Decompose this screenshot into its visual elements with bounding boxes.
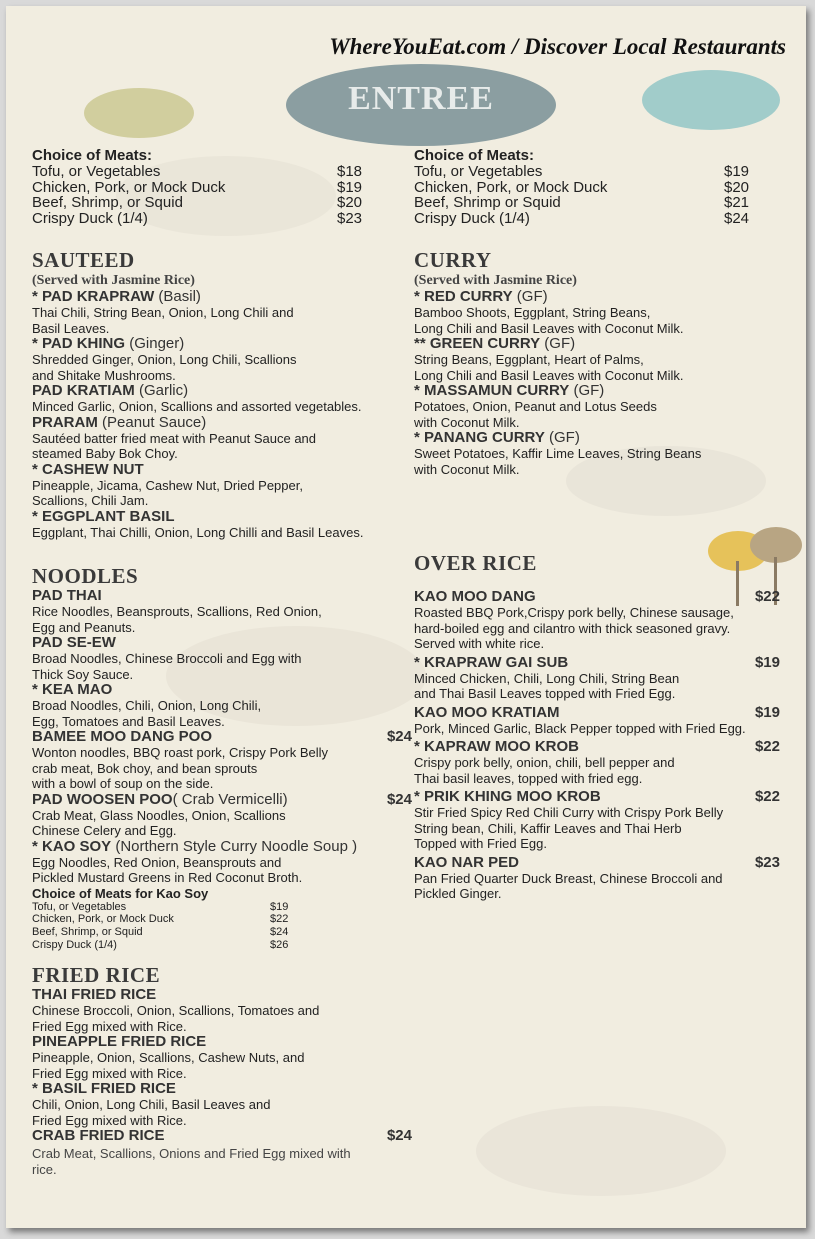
item-name: * MASSAMUN CURRY: [414, 382, 570, 399]
item-name: CRAB FRIED RICE: [32, 1127, 165, 1145]
section-title-over-rice: OVER RICE: [414, 551, 537, 575]
item-name: * BASIL FRIED RICE: [32, 1080, 176, 1098]
item-desc-line: Minced Chicken, Chili, Long Chili, String Bean: [414, 670, 680, 686]
item-sub: (GF): [512, 288, 548, 305]
meat-row: [414, 164, 764, 180]
menu-item: [32, 1034, 412, 1081]
item-name: * CASHEW NUT: [32, 460, 144, 478]
menu-item: [32, 792, 412, 839]
meat-name: Tofu, or Vegetables: [414, 163, 543, 180]
meat-price: $21: [724, 194, 750, 211]
item-price: $19: [754, 703, 780, 721]
item-desc-line: and Thai Basil Leaves topped with Fried Egg.: [414, 686, 676, 701]
meat-price: $19: [337, 178, 363, 196]
cloud-faint-4: [476, 1106, 726, 1196]
item-name: * PAD KRAPRAW: [32, 288, 155, 305]
meat-price: $19: [724, 163, 750, 180]
item-desc-line: Wonton noodles, BBQ roast pork, Crispy Pork Belly: [32, 745, 328, 760]
menu-item: [414, 855, 799, 902]
meat-row: [32, 901, 412, 914]
menu-item: [414, 289, 799, 336]
item-name: BAMEE MOO DANG POO: [32, 728, 213, 745]
item-price: $22: [754, 738, 780, 755]
kao-soy-meats: [32, 886, 412, 952]
meat-row: [32, 164, 377, 180]
meat-row: [414, 195, 764, 211]
item-desc-line: with Coconut Milk.: [414, 414, 520, 430]
menu-item: [414, 789, 799, 852]
item-desc-line: Chinese Broccoli, Onion, Scallions, Tomatoes and: [32, 1003, 320, 1019]
item-desc-line: Long Chili and Basil Leaves with Coconut Milk.: [414, 320, 684, 336]
menu-item: [32, 729, 412, 792]
item-desc-line: Crab Meat, Scallions, Onions and Fried Egg mixed with: [32, 1146, 351, 1162]
item-desc-line: Eggplant, Thai Chilli, Onion, Long Chilli and Basil Leaves.: [32, 524, 364, 540]
meat-row: [32, 926, 412, 939]
item-desc-line: rice.: [32, 1161, 57, 1177]
section-title-fried-rice: FRIED RICE: [32, 963, 161, 988]
item-price: $24: [386, 1127, 412, 1145]
item-desc-line: Pineapple, Onion, Scallions, Cashew Nuts, and: [32, 1050, 305, 1066]
item-desc-line: Sautéed batter fried meat with Peanut Sauce and: [32, 430, 317, 446]
item-desc-line: Chinese Celery and Egg.: [32, 823, 177, 838]
item-desc-line: Rice Noodles, Beansprouts, Scallions, Red Onion,: [32, 604, 322, 619]
item-name: PAD THAI: [32, 587, 102, 604]
item-name: * KRAPRAW GAI SUB: [414, 653, 569, 671]
item-desc-line: Thick Soy Sauce.: [32, 666, 134, 682]
meat-price: $20: [337, 194, 363, 211]
item-sub: ( Crab Vermicelli): [172, 790, 288, 808]
item-price: $22: [754, 588, 780, 605]
cloud-decoration-right: [642, 70, 780, 130]
item-price: $24: [386, 728, 412, 745]
item-sub: (Ginger): [125, 335, 185, 352]
item-desc-line: Long Chili and Basil Leaves with Coconut Milk.: [414, 367, 684, 383]
meat-name: Chicken, Pork, or Mock Duck: [32, 913, 174, 926]
item-sub: (GF): [569, 382, 605, 399]
meat-name: Crispy Duck (1/4): [414, 209, 530, 227]
item-desc-line: Thai basil leaves, topped with fried egg.: [414, 770, 643, 786]
meat-name: Chicken, Pork, or Mock Duck: [414, 178, 608, 196]
item-desc-line: hard-boiled egg and cilantro with thick seasoned gravy.: [414, 620, 731, 636]
item-price: $22: [754, 788, 780, 805]
menu-item: [32, 1128, 412, 1177]
item-desc-line: with a bowl of soup on the side.: [32, 776, 214, 791]
meat-name: Beef, Shrimp, or Squid: [32, 194, 183, 211]
item-name: PINEAPPLE FRIED RICE: [32, 1033, 207, 1051]
item-price: $19: [754, 653, 780, 671]
item-sub: (Northern Style Curry Noodle Soup ): [111, 837, 358, 855]
meat-name: Tofu, or Vegetables: [32, 900, 127, 913]
item-desc-line: with Coconut Milk.: [414, 461, 520, 477]
meat-name: Crispy Duck (1/4): [32, 209, 148, 227]
section-title-sauteed: SAUTEED: [32, 248, 135, 272]
item-name: * RED CURRY: [414, 288, 513, 305]
menu-item: [32, 415, 412, 462]
meat-name: Beef, Shrimp or Squid: [414, 194, 561, 211]
meat-row: [414, 211, 764, 227]
menu-item: [414, 739, 799, 786]
menu-item: [414, 336, 799, 383]
item-name: * PAD KHING: [32, 335, 126, 352]
item-name: * PRIK KHING MOO KROB: [414, 788, 601, 805]
item-desc-line: Pork, Minced Garlic, Black Pepper topped with Fried Egg.: [414, 720, 746, 736]
item-name: KAO NAR PED: [414, 853, 520, 871]
menu-item: [414, 655, 799, 702]
item-name: * KAO SOY: [32, 837, 112, 855]
item-desc-line: Chili, Onion, Long Chili, Basil Leaves and: [32, 1097, 271, 1113]
meat-price: $26: [270, 938, 289, 951]
section-title-curry: CURRY: [414, 248, 492, 272]
item-desc-line: Shredded Ginger, Onion, Long Chili, Scallions: [32, 352, 297, 367]
item-sub: (Garlic): [134, 382, 189, 399]
meat-price: $18: [337, 163, 363, 180]
meat-name: Crispy Duck (1/4): [32, 938, 117, 951]
meat-row: [32, 913, 412, 926]
item-name: * EGGPLANT BASIL: [32, 507, 175, 525]
item-name: PAD WOOSEN POO: [32, 790, 173, 808]
menu-item: [32, 987, 412, 1034]
item-desc-line: Egg Noodles, Red Onion, Beansprouts and: [32, 854, 282, 870]
menu-item: [32, 289, 412, 336]
item-name: * KAPRAW MOO KROB: [414, 738, 579, 755]
meat-row: [32, 211, 377, 227]
meat-price: $19: [270, 900, 289, 913]
meat-row: [32, 195, 377, 211]
served-note: (Served with Jasmine Rice): [414, 273, 577, 288]
menu-item: [32, 383, 412, 415]
item-desc-line: Stir Fried Spicy Red Chili Curry with Crispy Pork Belly: [414, 805, 724, 820]
site-watermark: WhereYouEat.com / Discover Local Restaurants: [329, 34, 786, 59]
meat-row: [32, 939, 412, 952]
menu-item: [32, 462, 412, 509]
item-name: THAI FRIED RICE: [32, 986, 157, 1004]
item-name: PRARAM: [32, 413, 98, 431]
item-desc-line: Basil Leaves.: [32, 320, 110, 336]
item-desc-line: Pan Fried Quarter Duck Breast, Chinese Broccoli and: [414, 870, 723, 886]
meat-price: $23: [337, 209, 363, 227]
item-desc-line: Scallions, Chili Jam.: [32, 493, 149, 508]
item-name: * PANANG CURRY: [414, 429, 545, 446]
meat-row: [32, 180, 377, 196]
item-desc-line: Fried Egg mixed with Rice.: [32, 1112, 187, 1128]
meat-row: [414, 180, 764, 196]
meats-right-box: [414, 148, 764, 226]
item-desc-line: Potatoes, Onion, Peanut and Lotus Seeds: [414, 399, 657, 414]
kao-soy-meats-title: Choice of Meats for Kao Soy: [32, 885, 209, 901]
menu-item: [414, 705, 799, 737]
item-desc-line: Topped with Fried Egg.: [414, 836, 547, 851]
meat-name: Beef, Shrimp, or Squid: [32, 925, 143, 938]
menu-page: [6, 6, 806, 1228]
meats-left-box: [32, 148, 377, 226]
item-price: $24: [386, 790, 412, 808]
item-desc-line: Crab Meat, Glass Noodles, Onion, Scallions: [32, 807, 286, 823]
item-name: KAO MOO KRATIAM: [414, 703, 560, 721]
item-desc-line: String bean, Chili, Kaffir Leaves and Thai Herb: [414, 820, 682, 836]
meat-price: $22: [270, 913, 289, 926]
left-column: [32, 148, 412, 1177]
item-desc-line: crab meat, Bok choy, and bean sprouts: [32, 760, 258, 776]
item-sub: (Peanut Sauce): [97, 413, 207, 431]
meat-price: $24: [724, 209, 750, 227]
menu-item: [32, 1081, 412, 1128]
item-desc-line: Egg and Peanuts.: [32, 619, 136, 635]
item-name: ** GREEN CURRY: [414, 335, 541, 352]
served-note: (Served with Jasmine Rice): [32, 273, 195, 288]
menu-item: [414, 383, 799, 430]
meat-name: Chicken, Pork, or Mock Duck: [32, 178, 226, 196]
item-desc-line: Egg, Tomatoes and Basil Leaves.: [32, 713, 225, 729]
right-column: [414, 148, 799, 902]
item-desc-line: String Beans, Eggplant, Heart of Palms,: [414, 352, 644, 367]
menu-item: [32, 682, 412, 729]
menu-item: [32, 839, 412, 886]
item-name: * KEA MAO: [32, 681, 113, 698]
menu-item: [414, 430, 799, 477]
item-sub: (Basil): [154, 288, 201, 305]
item-sub: (GF): [544, 429, 580, 446]
meats-right-title: Choice of Meats:: [414, 147, 535, 164]
item-name: KAO MOO DANG: [414, 588, 536, 605]
item-desc-line: Served with white rice.: [414, 636, 545, 651]
item-desc-line: Fried Egg mixed with Rice.: [32, 1018, 187, 1034]
item-name: PAD KRATIAM: [32, 382, 135, 399]
item-desc-line: Minced Garlic, Onion, Scallions and assorted vegetables.: [32, 399, 362, 414]
meat-price: $24: [270, 925, 289, 938]
menu-item: [414, 589, 799, 652]
menu-item: [32, 509, 412, 541]
item-price: $23: [754, 853, 780, 871]
entree-banner-title: ENTREE: [348, 80, 494, 117]
menu-item: [32, 336, 412, 383]
item-desc-line: and Shitake Mushrooms.: [32, 367, 176, 383]
cloud-decoration-left: [84, 88, 194, 138]
item-desc-line: Bamboo Shoots, Eggplant, String Beans,: [414, 305, 651, 320]
item-desc-line: steamed Baby Bok Choy.: [32, 446, 178, 461]
meats-left-title: Choice of Meats:: [32, 147, 153, 164]
item-desc-line: Roasted BBQ Pork,Crispy pork belly, Chinese sausage,: [414, 605, 734, 620]
item-desc-line: Broad Noodles, Chinese Broccoli and Egg with: [32, 651, 302, 666]
item-desc-line: Pickled Ginger.: [414, 886, 502, 901]
item-desc-line: Pickled Mustard Greens in Red Coconut Broth.: [32, 870, 303, 885]
item-desc-line: Fried Egg mixed with Rice.: [32, 1065, 187, 1081]
item-desc-line: Pineapple, Jicama, Cashew Nut, Dried Pepper,: [32, 477, 303, 493]
menu-item: [32, 635, 412, 682]
item-desc-line: Thai Chili, String Bean, Onion, Long Chili and: [32, 305, 294, 320]
meat-price: $20: [724, 178, 750, 196]
menu-item: [32, 588, 412, 635]
item-desc-line: Sweet Potatoes, Kaffir Lime Leaves, String Beans: [414, 446, 702, 461]
meat-name: Tofu, or Vegetables: [32, 163, 161, 180]
section-title-noodles: NOODLES: [32, 564, 139, 588]
item-sub: (GF): [540, 335, 576, 352]
item-desc-line: Broad Noodles, Chili, Onion, Long Chili,: [32, 698, 262, 713]
item-desc-line: Crispy pork belly, onion, chili, bell pepper and: [414, 755, 675, 770]
item-name: PAD SE-EW: [32, 634, 116, 651]
